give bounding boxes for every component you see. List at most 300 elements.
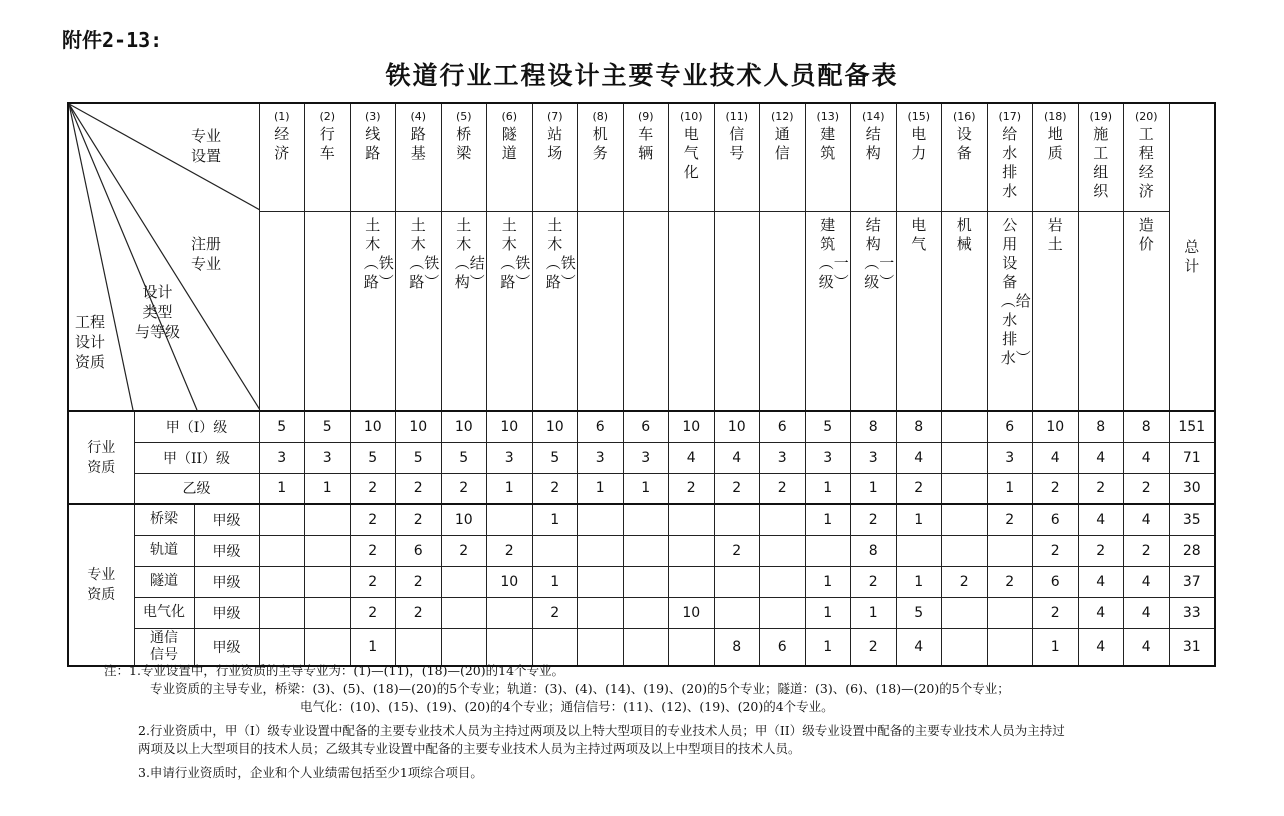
value-cell: 2 [896,473,942,504]
value-cell: 2 [441,535,487,566]
column-header [714,103,760,212]
registered-major: 土木︵结构︶ [454,216,485,292]
row-level: 甲级 [194,628,259,666]
value-cell [623,504,669,535]
registered-major-cell [259,212,305,411]
registered-major: 结构︵一级︶ [864,216,895,292]
row-type: 通信 信号 [134,628,194,666]
value-cell [942,411,988,442]
column-number: (12) [770,110,794,123]
value-cell [305,566,351,597]
value-cell [441,597,487,628]
column-name: 建筑 [820,125,836,162]
column-name: 结构 [865,125,881,162]
value-cell: 6 [1033,566,1079,597]
column-number: (15) [907,110,931,123]
total-cell: 71 [1169,442,1215,473]
value-cell: 2 [1033,597,1079,628]
value-cell: 1 [532,566,578,597]
value-cell: 1 [851,597,897,628]
value-cell [987,597,1033,628]
value-cell: 3 [305,442,351,473]
value-cell: 2 [396,473,442,504]
column-header [532,103,578,212]
value-cell [396,628,442,666]
value-cell: 6 [760,628,806,666]
table-row [68,504,1215,535]
registered-major: 土木︵铁路︶ [545,216,576,292]
row-type: 隧道 [134,566,194,597]
value-cell: 5 [305,411,351,442]
registered-major: 土木︵铁路︶ [363,216,394,292]
column-name: 通信 [774,125,790,162]
value-cell: 2 [760,473,806,504]
value-cell [942,442,988,473]
value-cell [760,504,806,535]
value-cell: 2 [851,504,897,535]
column-number: (4) [410,110,427,123]
value-cell: 3 [760,442,806,473]
total-cell: 28 [1169,535,1215,566]
value-cell: 2 [1078,473,1124,504]
value-cell: 1 [350,628,396,666]
value-cell: 1 [896,566,942,597]
column-name: 隧道 [501,125,517,162]
value-cell: 10 [441,504,487,535]
value-cell: 2 [669,473,715,504]
value-cell [942,597,988,628]
registered-major-cell [669,212,715,411]
registered-major-cell [350,212,396,411]
column-number: (18) [1043,110,1067,123]
value-cell: 3 [851,442,897,473]
value-cell: 3 [487,442,533,473]
table-row [68,473,1215,504]
column-header [987,103,1033,212]
value-cell: 1 [805,597,851,628]
column-header [487,103,533,212]
note-line: 两项及以上大型项目的技术人员；乙级其专业设置中配备的主要专业技术人员为主持过两项及以上中型项目的技术人员。 [138,741,801,756]
value-cell [578,597,624,628]
registered-major: 电气 [911,216,927,254]
note-line: 专业资质的主导专业，桥梁：(3)、(5)、(18)—(20)的5个专业；轨道：(3)、(4)、(14)、(19)、(20)的5个专业；隧道：(3)、(6)、(18)—(20)的5个专业； [150,681,1010,696]
column-number: (13) [816,110,840,123]
row-type: 桥梁 [134,504,194,535]
value-cell: 5 [805,411,851,442]
value-cell [487,504,533,535]
value-cell [305,504,351,535]
registered-major: 造价 [1138,216,1154,254]
value-cell [259,597,305,628]
value-cell: 5 [396,442,442,473]
value-cell: 2 [1033,473,1079,504]
value-cell: 10 [669,597,715,628]
value-cell: 8 [714,628,760,666]
group-label: 行业 资质 [68,411,134,504]
value-cell [623,597,669,628]
total-cell: 31 [1169,628,1215,666]
value-cell [259,566,305,597]
registered-major-cell [760,212,806,411]
column-number: (11) [725,110,749,123]
registered-major-cell [1033,212,1079,411]
column-name: 路基 [410,125,426,162]
column-number: (3) [364,110,381,123]
value-cell [987,628,1033,666]
value-cell: 10 [532,411,578,442]
value-cell: 2 [350,473,396,504]
value-cell: 4 [1124,628,1170,666]
total-cell: 33 [1169,597,1215,628]
value-cell: 1 [987,473,1033,504]
column-name: 设备 [956,125,972,162]
column-header [350,103,396,212]
column-header [578,103,624,212]
value-cell: 2 [350,535,396,566]
table-row [68,628,1215,666]
value-cell: 10 [441,411,487,442]
total-cell: 151 [1169,411,1215,442]
value-cell: 2 [487,535,533,566]
registered-major-cell [714,212,760,411]
value-cell: 6 [396,535,442,566]
row-level: 甲级 [194,504,259,535]
value-cell: 8 [1078,411,1124,442]
column-header [896,103,942,212]
column-header [1078,103,1124,212]
row-label: 乙级 [134,473,259,504]
registered-major: 建筑︵一级︶ [818,216,849,292]
value-cell [578,504,624,535]
row-type: 电气化 [134,597,194,628]
value-cell [623,628,669,666]
value-cell [714,566,760,597]
corner-design-type: 设计 类型 与等级 [135,283,181,341]
column-header [805,103,851,212]
registered-major-cell [942,212,988,411]
value-cell: 4 [1124,504,1170,535]
value-cell [441,628,487,666]
value-cell [578,628,624,666]
value-cell: 10 [350,411,396,442]
value-cell: 1 [259,473,305,504]
value-cell [760,566,806,597]
value-cell: 10 [396,411,442,442]
corner-header [68,103,259,411]
value-cell: 2 [1078,535,1124,566]
value-cell: 4 [1078,442,1124,473]
row-label: 甲（II）级 [134,442,259,473]
note-line: 2.行业资质中，甲（I）级专业设置中配备的主要专业技术人员为主持过两项及以上特大型项目的专业技术人员；甲（II）级专业设置中配备的主要专业技术人员为主持过 [138,723,1065,738]
column-name: 信号 [729,125,745,162]
note-line: 注：1.专业设置中，行业资质的主导专业为：(1)—(11)，(18)—(20)的14个专业。 [104,663,565,678]
column-name: 站场 [547,125,563,162]
registered-major-cell [305,212,351,411]
value-cell: 1 [851,473,897,504]
value-cell [259,535,305,566]
value-cell [942,628,988,666]
table-row [68,411,1215,442]
value-cell: 1 [305,473,351,504]
value-cell: 4 [669,442,715,473]
value-cell: 4 [1124,566,1170,597]
value-cell: 10 [487,411,533,442]
registered-major: 岩土 [1047,216,1063,254]
corner-major-setting: 专业 设置 [191,127,222,165]
value-cell [942,504,988,535]
value-cell: 4 [714,442,760,473]
table-row [68,566,1215,597]
column-number: (9) [637,110,654,123]
value-cell: 5 [896,597,942,628]
table-row [68,442,1215,473]
total-header [1169,103,1215,411]
value-cell: 6 [578,411,624,442]
column-name: 桥梁 [456,125,472,162]
value-cell: 4 [896,442,942,473]
value-cell: 2 [532,597,578,628]
value-cell [714,597,760,628]
value-cell [623,566,669,597]
column-header [942,103,988,212]
value-cell: 3 [987,442,1033,473]
column-number: (16) [952,110,976,123]
value-cell [714,504,760,535]
value-cell: 10 [487,566,533,597]
value-cell: 6 [760,411,806,442]
value-cell [669,504,715,535]
value-cell: 1 [805,504,851,535]
value-cell: 4 [1078,504,1124,535]
value-cell: 4 [1033,442,1079,473]
column-header [305,103,351,212]
value-cell [896,535,942,566]
value-cell [487,628,533,666]
value-cell: 2 [396,566,442,597]
value-cell: 2 [942,566,988,597]
column-number: (7) [546,110,563,123]
value-cell: 1 [1033,628,1079,666]
value-cell: 2 [350,504,396,535]
registered-major: 土木︵铁路︶ [500,216,531,292]
value-cell [578,535,624,566]
registered-major-cell [987,212,1033,411]
value-cell: 4 [1124,442,1170,473]
header-row-major [68,103,1215,212]
value-cell: 6 [623,411,669,442]
value-cell: 2 [396,504,442,535]
column-number: (1) [273,110,290,123]
group-label: 专业 资质 [68,504,134,666]
value-cell: 2 [1033,535,1079,566]
value-cell [259,504,305,535]
value-cell [942,535,988,566]
value-cell: 3 [578,442,624,473]
column-name: 施工组织 [1093,125,1109,200]
column-name: 工程经济 [1138,125,1154,200]
table-row [68,597,1215,628]
value-cell: 2 [396,597,442,628]
value-cell: 1 [805,566,851,597]
registered-major: 机械 [956,216,972,254]
value-cell: 1 [896,504,942,535]
value-cell [760,535,806,566]
column-header [669,103,715,212]
value-cell [305,535,351,566]
row-type: 轨道 [134,535,194,566]
value-cell: 2 [987,504,1033,535]
column-header [1124,103,1170,212]
value-cell: 1 [805,473,851,504]
value-cell: 2 [1124,473,1170,504]
registered-major-cell [578,212,624,411]
registered-major-cell [896,212,942,411]
row-level: 甲级 [194,566,259,597]
registered-major-cell [487,212,533,411]
value-cell: 5 [441,442,487,473]
registered-major-cell [441,212,487,411]
value-cell [441,566,487,597]
column-header [760,103,806,212]
value-cell [760,597,806,628]
registered-major-cell [805,212,851,411]
value-cell: 2 [851,566,897,597]
column-name: 机务 [592,125,608,162]
value-cell [623,535,669,566]
value-cell: 3 [623,442,669,473]
registered-major-cell [623,212,669,411]
registered-major-cell [532,212,578,411]
total-cell: 30 [1169,473,1215,504]
note-line: 3.申请行业资质时，企业和个人业绩需包括至少1项综合项目。 [138,765,483,780]
column-name: 线路 [365,125,381,162]
total-label: 总计 [1184,238,1200,275]
value-cell: 3 [259,442,305,473]
column-number: (6) [501,110,518,123]
column-header [851,103,897,212]
corner-registered-major: 注册 专业 [191,235,222,273]
value-cell: 1 [578,473,624,504]
registered-major: 土木︵铁路︶ [409,216,440,292]
row-level: 甲级 [194,597,259,628]
value-cell: 5 [350,442,396,473]
value-cell: 8 [1124,411,1170,442]
value-cell: 4 [1078,628,1124,666]
value-cell: 4 [1078,597,1124,628]
table-row [68,535,1215,566]
total-cell: 37 [1169,566,1215,597]
registered-major-cell [851,212,897,411]
value-cell: 1 [805,628,851,666]
value-cell: 2 [714,535,760,566]
value-cell [942,473,988,504]
value-cell: 6 [1033,504,1079,535]
staffing-table [67,102,1216,667]
value-cell: 5 [259,411,305,442]
value-cell: 1 [532,504,578,535]
registered-major: 公用设备︵给水排水︶ [1000,216,1031,368]
column-number: (2) [319,110,336,123]
value-cell [669,535,715,566]
value-cell: 10 [714,411,760,442]
value-cell: 4 [896,628,942,666]
value-cell: 6 [987,411,1033,442]
column-name: 行车 [319,125,335,162]
value-cell: 10 [669,411,715,442]
value-cell: 4 [1078,566,1124,597]
column-number: (17) [998,110,1022,123]
note-line: 电气化：(10)、(15)、(19)、(20)的4个专业；通信信号：(11)、(12)、(19)、(20)的4个专业。 [300,699,834,714]
column-name: 经济 [274,125,290,162]
notes [104,662,1214,782]
column-header [396,103,442,212]
value-cell [578,566,624,597]
column-number: (14) [861,110,885,123]
column-header [441,103,487,212]
registered-major-cell [396,212,442,411]
row-level: 甲级 [194,535,259,566]
value-cell: 10 [1033,411,1079,442]
column-name: 给水排水 [1002,125,1018,200]
corner-qualification: 工程 设计 资质 [75,313,106,371]
column-name: 地质 [1047,125,1063,162]
value-cell: 1 [487,473,533,504]
value-cell [305,597,351,628]
value-cell: 8 [896,411,942,442]
value-cell [259,628,305,666]
value-cell [305,628,351,666]
value-cell [669,628,715,666]
registered-major-cell [1124,212,1170,411]
value-cell [805,535,851,566]
value-cell: 2 [441,473,487,504]
value-cell [487,597,533,628]
value-cell: 2 [714,473,760,504]
column-name: 电力 [911,125,927,162]
value-cell [532,628,578,666]
value-cell: 8 [851,411,897,442]
column-number: (10) [679,110,703,123]
total-cell: 35 [1169,504,1215,535]
attachment-label: 附件2-13: [62,28,163,52]
value-cell: 2 [851,628,897,666]
registered-major-cell [1078,212,1124,411]
column-number: (20) [1134,110,1158,123]
value-cell [532,535,578,566]
value-cell: 2 [532,473,578,504]
column-name: 车辆 [638,125,654,162]
value-cell [987,535,1033,566]
column-number: (8) [592,110,609,123]
value-cell: 2 [350,597,396,628]
value-cell: 2 [350,566,396,597]
column-header [259,103,305,212]
value-cell: 2 [1124,535,1170,566]
page-title: 铁道行业工程设计主要专业技术人员配备表 [385,61,899,90]
column-header [623,103,669,212]
column-number: (5) [455,110,472,123]
value-cell [669,566,715,597]
value-cell: 1 [623,473,669,504]
value-cell: 5 [532,442,578,473]
value-cell: 4 [1124,597,1170,628]
column-number: (19) [1089,110,1113,123]
value-cell: 8 [851,535,897,566]
column-header [1033,103,1079,212]
row-label: 甲（I）级 [134,411,259,442]
value-cell: 2 [987,566,1033,597]
value-cell: 3 [805,442,851,473]
